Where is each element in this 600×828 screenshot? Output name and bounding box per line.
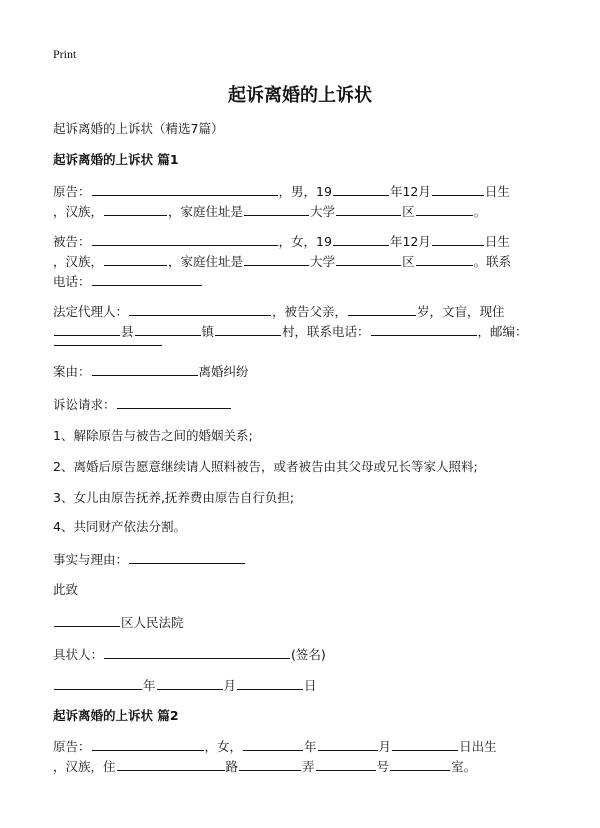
blank bbox=[157, 677, 223, 690]
blank bbox=[92, 363, 198, 376]
text: 县 bbox=[121, 324, 134, 339]
blank bbox=[239, 758, 301, 771]
case-value: 离婚纠纷 bbox=[198, 364, 249, 379]
defendant-line-3 bbox=[53, 273, 203, 290]
p2-line-1 bbox=[53, 738, 497, 755]
blank bbox=[54, 614, 120, 627]
text: 日生 bbox=[484, 184, 510, 199]
text: 室。 bbox=[451, 759, 477, 774]
court-line bbox=[53, 614, 184, 631]
text: 区 bbox=[402, 204, 415, 219]
text: 年12月 bbox=[389, 184, 431, 199]
text: 月 bbox=[223, 678, 237, 693]
print-link[interactable]: Print bbox=[53, 47, 77, 61]
text: 大学 bbox=[310, 254, 336, 269]
section-heading-2: 起诉离婚的上诉状 篇2 bbox=[53, 708, 179, 723]
blank bbox=[371, 323, 477, 336]
claim-item: 2、离婚后原告愿意继续请人照料被告，或者被告由其父母或兄长等家人照料; bbox=[53, 459, 478, 474]
text: 镇 bbox=[201, 324, 215, 339]
text: 村，联系电话： bbox=[282, 324, 370, 339]
text: 大学 bbox=[310, 204, 336, 219]
blank bbox=[432, 183, 484, 196]
agent-line-1 bbox=[53, 303, 505, 320]
text: 。 bbox=[473, 204, 487, 219]
text: 区 bbox=[402, 254, 415, 269]
blank bbox=[104, 646, 290, 659]
facts-label: 事实与理由： bbox=[53, 552, 129, 567]
text: 月 bbox=[378, 739, 392, 754]
blank bbox=[92, 233, 278, 246]
text: ，汉族， bbox=[53, 204, 104, 219]
p2-line-2 bbox=[53, 758, 476, 775]
text: 日生 bbox=[484, 234, 510, 249]
blank bbox=[318, 738, 378, 751]
blank bbox=[243, 738, 303, 751]
blank bbox=[333, 233, 389, 246]
text: ，男， bbox=[278, 184, 317, 199]
text: 弄 bbox=[302, 759, 315, 774]
plaintiff-label: 原告： bbox=[53, 184, 91, 199]
text: ，被告父亲， bbox=[272, 304, 348, 319]
plaintiff-line-1 bbox=[53, 183, 510, 200]
blank bbox=[117, 758, 225, 771]
text: 家庭住址是 bbox=[180, 204, 244, 219]
text: 。联系 bbox=[473, 254, 512, 269]
text: 年 bbox=[304, 739, 317, 754]
defendant-line-1 bbox=[53, 233, 510, 250]
text: 19 bbox=[316, 234, 332, 249]
blank bbox=[104, 253, 167, 266]
signer-label: 具状人： bbox=[53, 647, 104, 662]
date-line bbox=[53, 677, 317, 694]
greeting: 此致 bbox=[53, 582, 79, 597]
text: ，汉族，住 bbox=[53, 759, 116, 774]
text: 电话： bbox=[53, 274, 91, 289]
claim-item: 1、解除原告与被告之间的婚姻关系; bbox=[53, 428, 253, 443]
claims-line bbox=[53, 396, 232, 413]
blank bbox=[336, 253, 401, 266]
text: 年12月 bbox=[389, 234, 431, 249]
text: 路 bbox=[225, 759, 239, 774]
blank bbox=[392, 738, 458, 751]
text: 日 bbox=[304, 678, 317, 693]
text: 岁，文盲，现住 bbox=[417, 304, 505, 319]
blank bbox=[333, 183, 389, 196]
text: ，汉族， bbox=[53, 254, 104, 269]
case-label: 案由： bbox=[53, 364, 91, 379]
blank bbox=[348, 303, 416, 316]
blank bbox=[390, 758, 450, 771]
text: ，女， bbox=[204, 739, 243, 754]
defendant-line-2 bbox=[53, 253, 511, 270]
blank bbox=[416, 253, 473, 266]
claim-item: 3、女儿由原告抚养,抚养费由原告自行负担; bbox=[53, 490, 295, 505]
blank bbox=[54, 333, 162, 346]
text: ， bbox=[168, 254, 181, 269]
text: 年 bbox=[143, 678, 156, 693]
blank bbox=[92, 183, 278, 196]
blank bbox=[244, 253, 309, 266]
facts-line bbox=[53, 551, 246, 568]
claim-item: 4、共同财产依法分割。 bbox=[53, 519, 186, 534]
blank bbox=[129, 551, 245, 564]
blank bbox=[432, 233, 484, 246]
blank bbox=[316, 758, 376, 771]
blank bbox=[336, 203, 401, 216]
signer-line bbox=[53, 646, 326, 663]
text: 家庭住址是 bbox=[180, 254, 244, 269]
defendant-label: 被告： bbox=[53, 234, 91, 249]
blank bbox=[117, 396, 231, 409]
case-line bbox=[53, 363, 249, 380]
text: 原告： bbox=[53, 739, 91, 754]
blank bbox=[244, 203, 309, 216]
claims-label: 诉讼请求： bbox=[53, 397, 116, 412]
blank bbox=[104, 203, 167, 216]
blank bbox=[92, 738, 204, 751]
text: 19 bbox=[316, 184, 332, 199]
blank bbox=[92, 273, 202, 286]
blank bbox=[215, 323, 281, 336]
agent-label: 法定代理人： bbox=[53, 304, 129, 319]
blank bbox=[54, 677, 142, 690]
text: 号 bbox=[376, 759, 390, 774]
text: ，女， bbox=[278, 234, 317, 249]
plaintiff-line-2 bbox=[53, 203, 486, 220]
text: ， bbox=[168, 204, 181, 219]
blank bbox=[237, 677, 303, 690]
text: 日出生 bbox=[459, 739, 497, 754]
blank bbox=[129, 303, 271, 316]
text: ，邮编： bbox=[477, 324, 528, 339]
agent-line-3 bbox=[53, 333, 163, 350]
subtitle: 起诉离婚的上诉状（精选7篇） bbox=[53, 121, 224, 136]
section-heading-1: 起诉离婚的上诉状 篇1 bbox=[53, 152, 179, 167]
sign-note: (签名) bbox=[291, 647, 326, 662]
court-name: 区人民法院 bbox=[121, 615, 184, 630]
blank bbox=[416, 203, 473, 216]
page-title: 起诉离婚的上诉状 bbox=[228, 85, 372, 106]
